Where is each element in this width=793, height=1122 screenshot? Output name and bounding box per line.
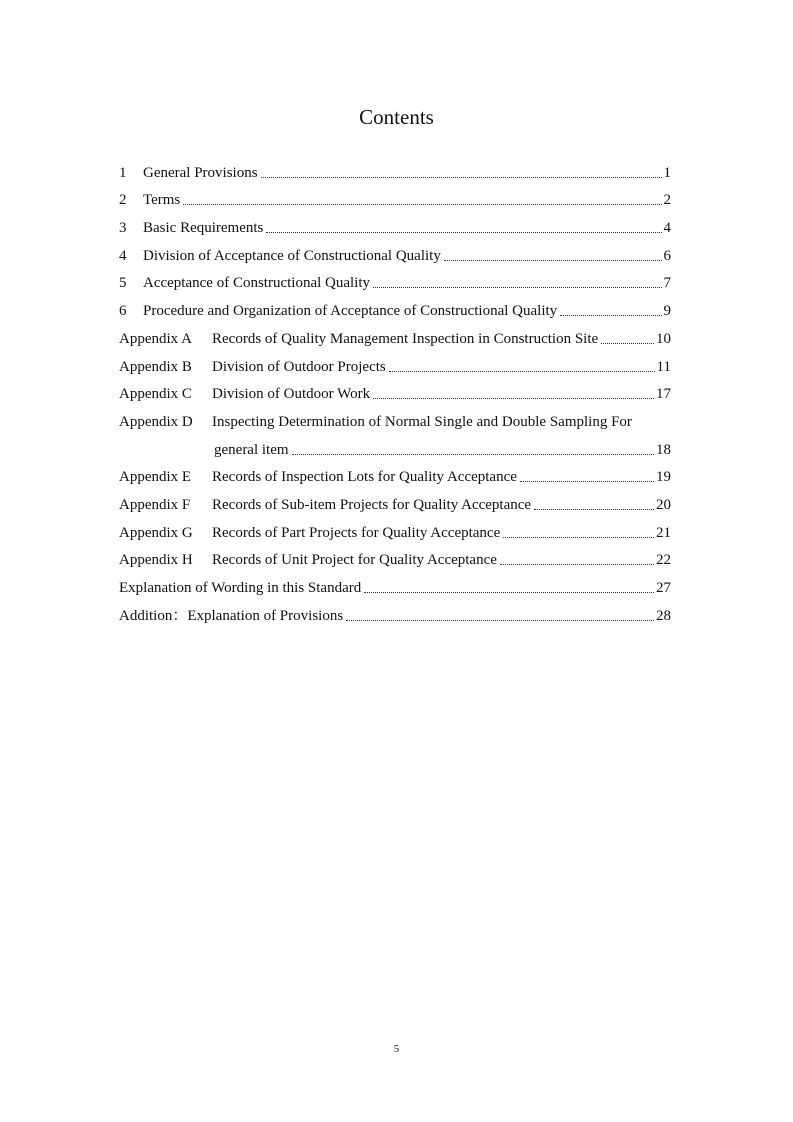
toc-entry-number: 1: [119, 164, 127, 181]
dot-leader: [266, 232, 661, 233]
toc-entry-number: 6: [119, 303, 127, 320]
toc-appendix-page: 17: [656, 386, 671, 403]
toc-appendix-label: Division of Outdoor Projects: [212, 358, 386, 375]
toc-appendix-a[interactable]: [119, 321, 671, 349]
toc-extra-label: Explanation of Wording in this Standard: [119, 580, 362, 596]
toc-entry-3[interactable]: [119, 210, 671, 238]
toc-appendix-c[interactable]: [119, 377, 671, 405]
toc-entry-page: 2: [663, 192, 671, 209]
page-title: Contents: [359, 105, 434, 129]
toc-appendix-number: Appendix B: [119, 358, 192, 375]
toc-appendix-h[interactable]: [119, 543, 671, 571]
toc-appendix-page: 19: [656, 469, 671, 486]
toc-appendix-d[interactable]: [119, 404, 671, 432]
toc-entry-number: 3: [119, 220, 127, 237]
page-number: 5: [393, 1043, 400, 1055]
toc-appendix-number: Appendix D: [119, 413, 193, 430]
toc-appendix-label: Records of Inspection Lots for Quality Acceptance: [212, 469, 517, 486]
toc-appendix-number: Appendix F: [119, 496, 191, 513]
toc-appendix-b[interactable]: [119, 349, 671, 377]
dot-leader: [500, 564, 654, 565]
toc-appendix-number: Appendix A: [119, 330, 192, 347]
toc-entry-page: 1: [663, 164, 671, 181]
dot-leader: [183, 204, 661, 205]
toc-appendix-label: Records of Sub-item Projects for Quality Acceptance: [212, 496, 532, 513]
dot-leader: [444, 260, 662, 261]
toc-appendix-label-continued: general item: [214, 441, 289, 458]
toc-entry-page: 7: [663, 275, 671, 292]
toc-appendix-page: 20: [656, 496, 671, 513]
toc-entry-number: 2: [119, 192, 127, 209]
toc-explanation-of-wording[interactable]: [119, 570, 671, 598]
toc-extra-label: Addition：Explanation of Provisions: [119, 607, 344, 624]
toc-appendix-page: 10: [656, 330, 671, 347]
dot-leader: [261, 177, 662, 178]
toc-appendix-number: Appendix H: [119, 552, 193, 569]
dot-leader: [373, 398, 654, 399]
toc-entry-label: Division of Acceptance of Constructional Quality: [143, 247, 441, 264]
toc-entry-label: Acceptance of Constructional Quality: [143, 275, 371, 292]
toc-appendix-label: Records of Part Projects for Quality Acceptance: [212, 524, 501, 541]
toc-appendix-label: Records of Quality Management Inspection in Construction Site: [212, 330, 599, 347]
dot-leader: [601, 343, 654, 344]
toc-entry-label: Terms: [143, 192, 181, 209]
toc-appendix-number: Appendix E: [119, 469, 192, 486]
toc-entry-6[interactable]: [119, 293, 671, 321]
toc-entry-number: 4: [119, 247, 127, 264]
toc-appendix-e[interactable]: [119, 460, 671, 488]
toc-appendix-g[interactable]: [119, 515, 671, 543]
toc-extra-page: 27: [656, 580, 671, 596]
dot-leader: [560, 315, 661, 316]
toc-appendix-d-continued[interactable]: [119, 432, 671, 460]
toc-entry-page: 4: [663, 220, 671, 237]
dot-leader: [503, 537, 654, 538]
toc-appendix-page: 22: [656, 552, 671, 569]
toc-entry-page: 9: [663, 303, 671, 320]
dot-leader: [389, 371, 655, 372]
toc-appendix-label: Inspecting Determination of Normal Single and Double Sampling For: [212, 413, 632, 430]
toc-entry-page: 6: [663, 247, 671, 264]
toc-appendix-page: 18: [656, 441, 671, 458]
toc-entry-1[interactable]: [119, 155, 671, 183]
toc-entry-label: Basic Requirements: [143, 220, 264, 237]
toc-appendix-number: Appendix C: [119, 386, 192, 403]
toc-entry-4[interactable]: [119, 238, 671, 266]
toc-appendix-page: 21: [656, 524, 671, 541]
dot-leader: [364, 592, 654, 593]
toc-appendix-f[interactable]: [119, 487, 671, 515]
dot-leader: [520, 481, 654, 482]
toc-entry-5[interactable]: [119, 266, 671, 294]
toc-addition-explanation[interactable]: [119, 598, 671, 626]
toc-appendix-page: 11: [656, 358, 671, 375]
toc-entry-label: General Provisions: [143, 164, 258, 181]
toc-entry-number: 5: [119, 275, 127, 292]
toc-extra-page: 28: [656, 607, 671, 624]
dot-leader: [373, 287, 661, 288]
dot-leader: [534, 509, 654, 510]
toc-appendix-label: Records of Unit Project for Quality Acceptance: [212, 552, 497, 569]
toc-entry-2[interactable]: [119, 183, 671, 211]
table-of-contents: [119, 155, 671, 626]
toc-appendix-label: Division of Outdoor Work: [212, 386, 371, 403]
dot-leader: [346, 620, 654, 621]
toc-entry-label: Procedure and Organization of Acceptance of Constructional Quality: [143, 303, 558, 320]
toc-appendix-number: Appendix G: [119, 524, 193, 541]
dot-leader: [292, 454, 654, 455]
